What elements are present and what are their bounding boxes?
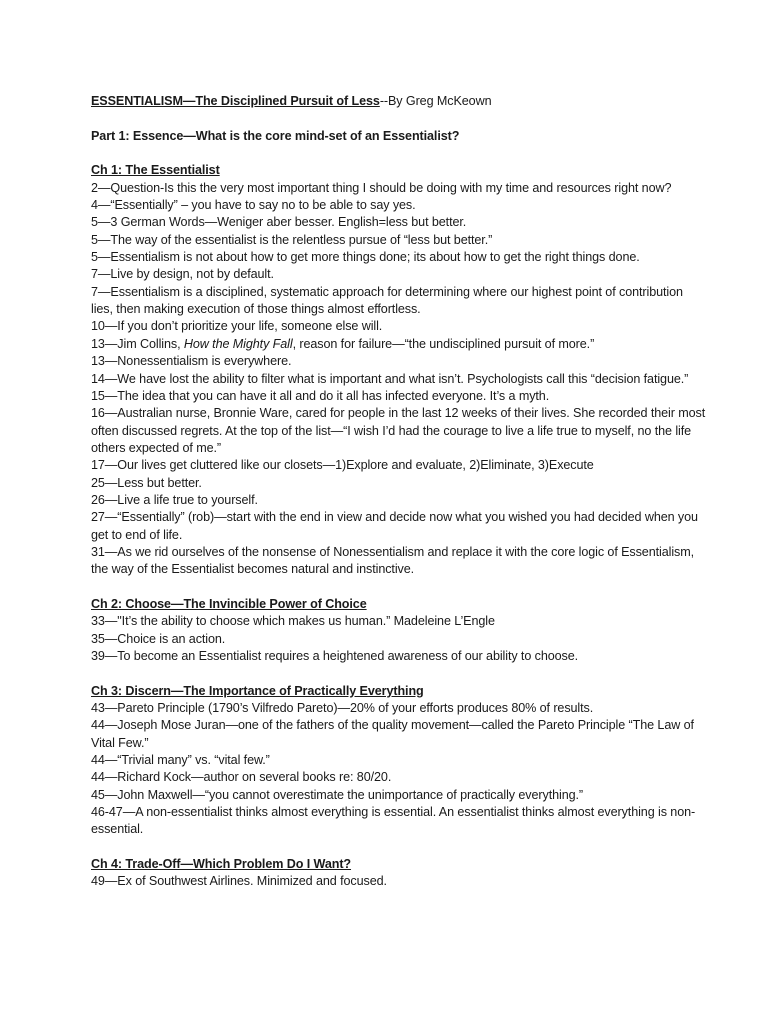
chapter-heading: Ch 1: The Essentialist: [91, 163, 220, 178]
note-item: 27—“Essentially” (rob)—start with the end in view and decide now what you wished you had decided when you get to end of life.: [91, 510, 698, 542]
note-item: 45—John Maxwell—“you cannot overestimate the unimportance of practically everything.”: [91, 787, 583, 802]
note-item: 26—Live a life true to yourself.: [91, 492, 258, 507]
note-item: 39—To become an Essentialist requires a heightened awareness of our ability to choose.: [91, 649, 579, 663]
chapter-2: [91, 596, 708, 665]
note-item-collins: [91, 336, 708, 353]
chapter-heading: Ch 3: Discern—The Importance of Practically Everything: [91, 683, 424, 698]
note-item: 31—As we rid ourselves of the nonsense of Nonessentialism and replace it with the core logic of Essentialism, the way of the Essentialist becomes natural and instinctive.: [91, 544, 695, 577]
note-item: 5—3 German Words—Weniger aber besser. English=less but better.: [91, 215, 467, 230]
chapter-heading: Ch 4: Trade-Off—Which Problem Do I Want?: [91, 857, 352, 872]
collins-prefix: 13—Jim Collins,: [91, 336, 184, 351]
book-title: ESSENTIALISM—The Disciplined Pursuit of Less: [91, 94, 380, 108]
note-item: 7—Essentialism is a disciplined, systematic approach for determining where our highest point of contribution lies, then making execution of those things almost effortless.: [91, 284, 683, 317]
note-item: 44—Richard Kock—author on several books re: 80/20.: [91, 770, 392, 785]
note-item: 16—Australian nurse, Bronnie Ware, cared for people in the last 12 weeks of their lives. She recorded their most often discussed regrets. At the top of the list—“I wish I’d had the courage to live a life true to myself, no the life others expected of me.”: [91, 406, 706, 455]
chapter-4: [91, 856, 708, 891]
chapter-3: [91, 683, 708, 839]
note-item: 44—Joseph Mose Juran—one of the fathers of the quality movement—called the Pareto Principle “The Law of Vital Few.”: [91, 718, 694, 750]
note-item: 17—Our lives get cluttered like our closets—1)Explore and evaluate, 2)Eliminate, 3)Execute: [91, 458, 594, 473]
note-item: 35—Choice is an action.: [91, 631, 226, 646]
note-item: 25—Less but better.: [91, 475, 202, 490]
chapter-heading: Ch 2: Choose—The Invincible Power of Choice: [91, 596, 367, 611]
note-item: 43—Pareto Principle (1790’s Vilfredo Pareto)—20% of your efforts produces 80% of results.: [91, 701, 594, 716]
note-item: 44—“Trivial many” vs. “vital few.”: [91, 753, 270, 768]
note-item: 4—“Essentially” – you have to say no to be able to say yes.: [91, 198, 416, 213]
collins-suffix: , reason for failure—“the undisciplined pursuit of more.”: [292, 336, 595, 351]
note-item: 33—"It’s the ability to choose which makes us human.” Madeleine L’Engle: [91, 614, 495, 629]
note-item: 10—If you don’t prioritize your life, someone else will.: [91, 319, 383, 334]
note-item: 13—Nonessentialism is everywhere.: [91, 354, 292, 369]
note-item: 7—Live by design, not by default.: [91, 267, 274, 282]
note-item: 49—Ex of Southwest Airlines. Minimized and focused.: [91, 874, 387, 889]
book-author: --By Greg McKeown: [379, 94, 492, 108]
note-item: 46-47—A non-essentialist thinks almost everything is essential. An essentialist thinks almost everything is non-essential.: [91, 805, 696, 837]
part-heading: Part 1: Essence—What is the core mind-set of an Essentialist?: [91, 128, 460, 143]
note-item: 14—We have lost the ability to filter what is important and what isn’t. Psychologists call this “decision fatigue.”: [91, 371, 689, 386]
note-item: 5—The way of the essentialist is the relentless pursue of “less but better.”: [91, 232, 493, 247]
note-item: 5—Essentialism is not about how to get more things done; its about how to get the right things done.: [91, 250, 640, 265]
chapter-1: [91, 162, 708, 578]
collins-book-title: How the Mighty Fall: [183, 336, 293, 351]
document-title-line: [91, 93, 708, 110]
note-item: 15—The idea that you can have it all and do it all has infected everyone. It’s a myth.: [91, 388, 550, 403]
note-item: 2—Question-Is this the very most important thing I should be doing with my time and resources right now?: [91, 180, 672, 195]
